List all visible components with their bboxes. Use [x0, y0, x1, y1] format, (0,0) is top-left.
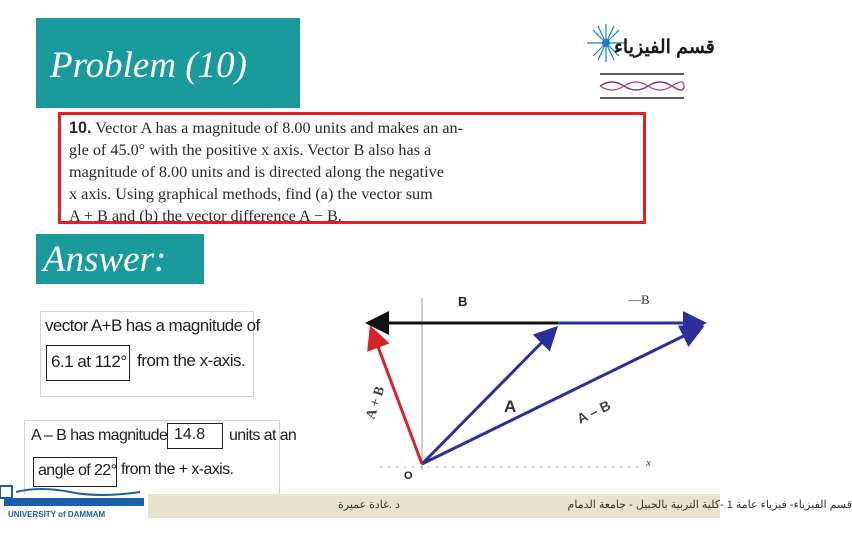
- answer-diff-magnitude-box: [167, 423, 223, 449]
- label-origin: O: [404, 470, 413, 482]
- answer-diff-magnitude: 14.8: [174, 426, 206, 443]
- answer-heading: Answer:: [43, 239, 167, 280]
- answer-diff-suffix: units at an: [229, 427, 297, 444]
- vector-A: [422, 328, 556, 464]
- answer-sum-line1: vector A+B has a magnitude of: [45, 316, 260, 335]
- vector-diagram: [340, 284, 720, 494]
- answer-banner: [36, 234, 204, 284]
- page-title: Problem (10): [50, 45, 247, 86]
- answer-sum-boxed: [46, 345, 130, 381]
- problem-text: [69, 117, 643, 227]
- answer-sum-box: [40, 311, 260, 397]
- problem-line: magnitude of 8.00 units and is directed along the negative: [69, 163, 444, 181]
- label-A-plus-B: A + B: [363, 384, 389, 422]
- problem-number: 10.: [69, 119, 92, 137]
- university-name: UNIVERSITY of DAMMAM: [8, 510, 106, 519]
- title-banner: [36, 18, 300, 108]
- answer-sum-value: 6.1 at 112°: [51, 352, 127, 371]
- footer-department: قسم الفيزياء- فيزياء عامة 1 -كلية التربية بالجبيل - جامعة الدمام: [567, 499, 852, 511]
- answer-diff-prefix: A – B has magnitude: [31, 427, 168, 444]
- label-x: x: [646, 457, 651, 469]
- footer-author: د .غادة عميرة: [338, 499, 400, 511]
- problem-line: Vector A has a magnitude of 8.00 units and makes an an-: [95, 119, 464, 137]
- answer-sum-line2: from the x-axis.: [137, 351, 246, 370]
- answer-diff-angle-box: [33, 457, 117, 487]
- problem-line: A + B and (b) the vector difference A − B.: [69, 207, 342, 225]
- footer-bar: [148, 494, 852, 518]
- label-A: A: [504, 397, 517, 416]
- label-B: B: [458, 294, 468, 309]
- vector-A-minus-B: [422, 327, 702, 464]
- university-logo: [0, 484, 150, 524]
- label-A-minus-B: A – B: [574, 396, 614, 427]
- problem-line: gle of 45.0° with the positive x axis. Vector B also has a: [69, 141, 432, 159]
- answer-diff-line2: from the + x-axis.: [121, 461, 234, 478]
- label-neg-B: —B: [628, 292, 650, 307]
- department-logo: [592, 14, 715, 106]
- problem-statement-box: [58, 112, 646, 224]
- logo-text: قسم الفيزياء: [614, 37, 715, 58]
- answer-diff-angle: angle of 22°: [38, 462, 117, 479]
- problem-line: x axis. Using graphical methods, find (a) the vector sum: [69, 185, 433, 203]
- atom-icon: [592, 14, 700, 106]
